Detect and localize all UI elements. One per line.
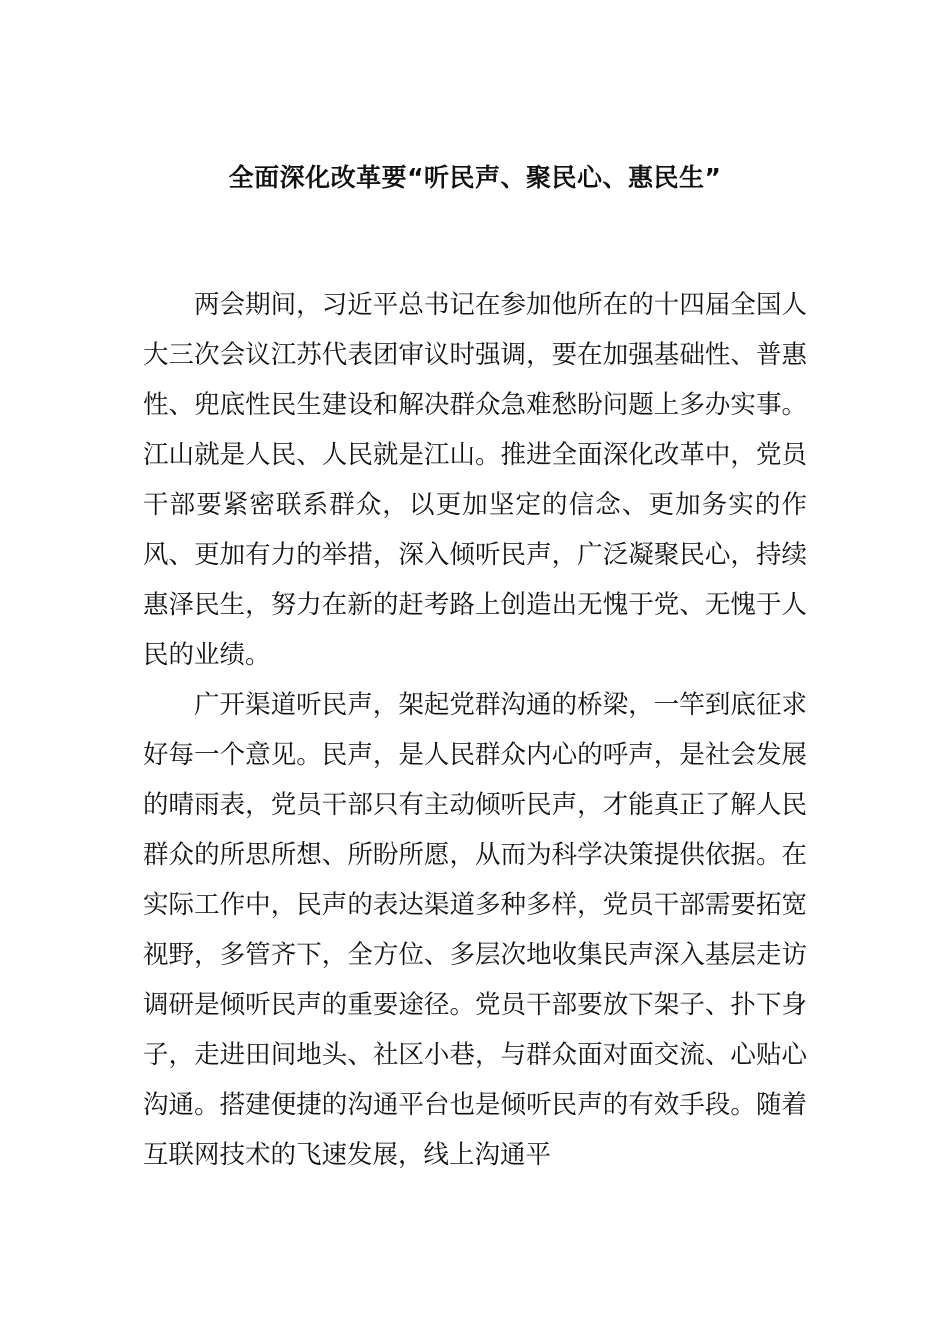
document-body xyxy=(143,280,807,1180)
paragraph-2: 广开渠道听民声，架起党群沟通的桥梁，一竿到底征求好每一个意见。民声，是人民群众内心的呼声，是社会发展的晴雨表，党员干部只有主动倾听民声，才能真正了解人民群众的所思所想、所盼所愿，从而为科学决策提供依据。在实际工作中，民声的表达渠道多种多样，党员干部需要拓宽视野，多管齐下，全方位、多层次地收集民声深入基层走访调研是倾听民声的重要途径。党员干部要放下架子、扑下身子，走进田间地头、社区小巷，与群众面对面交流、心贴心沟通。搭建便捷的沟通平台也是倾听民声的有效手段。随着互联网技术的飞速发展，线上沟通平 xyxy=(143,690,807,1170)
document-title: 全面深化改革要“听民声、聚民心、惠民生” xyxy=(228,163,722,192)
paragraph-1: 两会期间，习近平总书记在参加他所在的十四届全国人大三次会议江苏代表团审议时强调，要在加强基础性、普惠性、兜底性民生建设和解决群众急难愁盼问题上多办实事。江山就是人民、人民就是江山。推进全面深化改革中，党员干部要紧密联系群众，以更加坚定的信念、更加务实的作风、更加有力的举措，深入倾听民声，广泛凝聚民心，持续惠泽民生，努力在新的赶考路上创造出无愧于党、无愧于人民的业绩。 xyxy=(143,290,807,670)
